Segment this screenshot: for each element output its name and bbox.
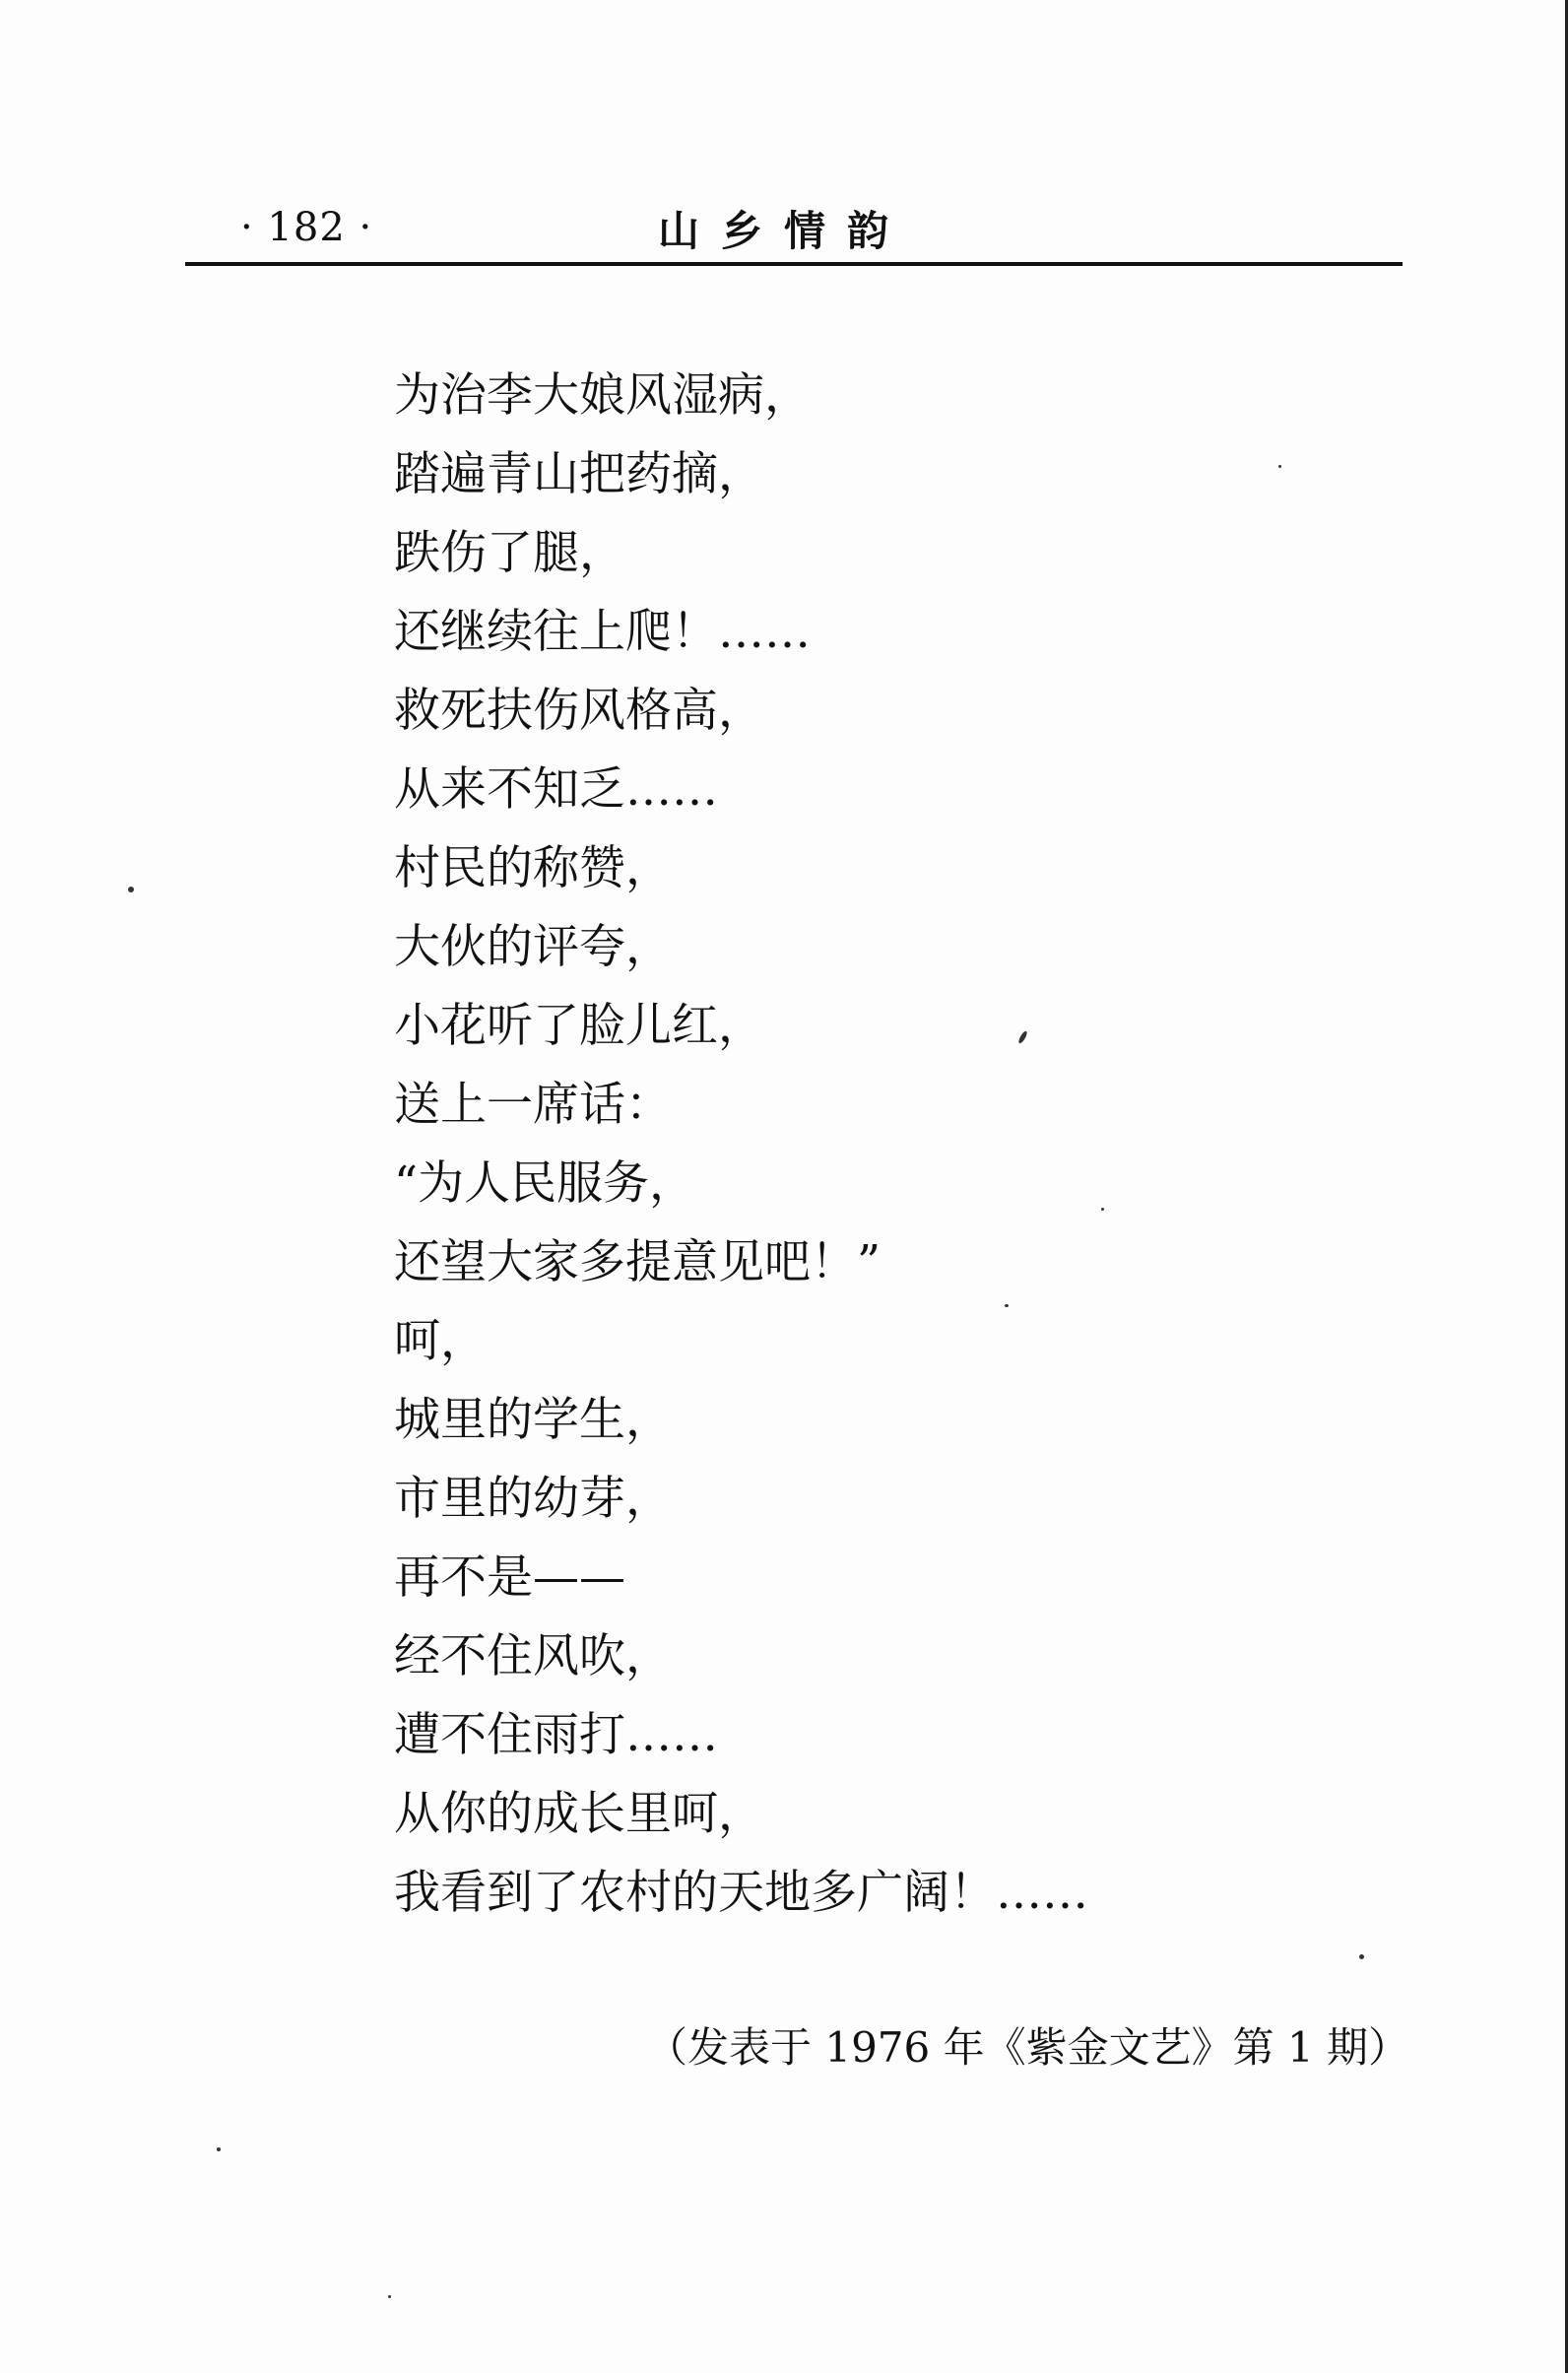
poem-line: 遭不住雨打…… [394,1708,718,1762]
page-number: · 182 · [240,205,373,250]
poem-line: 救死扶伤风格高， [394,684,764,738]
scan-speck [217,2147,221,2151]
poem-line: “为人民服务， [394,1156,696,1211]
scan-speck [1101,1208,1104,1211]
poem-line: 为治李大娘风湿病， [394,368,811,423]
poem-line: 村民的称赞， [394,841,672,895]
poem-line: 还继续往上爬！…… [394,605,811,659]
poem-line: 城里的学生， [394,1393,672,1447]
poem-line: 从你的成长里呵， [394,1787,764,1841]
publication-note: （发表于 1976 年《紫金文艺》第 1 期） [646,2023,1410,2072]
poem-line: 送上一席话： [394,1078,672,1132]
scan-speck [1278,465,1281,468]
poem-line: 经不住风吹， [394,1629,672,1683]
poem-line: 从来不知乏…… [394,762,718,817]
poem-line: 大伙的评夸， [394,920,672,974]
scan-speck [388,2295,391,2298]
poem-line: 呵， [394,1314,487,1368]
poem-line: 跌伤了腿， [394,526,625,580]
poem-line: 还望大家多提意见吧！” [394,1235,882,1289]
poem-line: 踏遍青山把药摘， [394,447,764,501]
poem-line: 小花听了脸儿红， [394,999,764,1053]
scan-speck [1359,1954,1364,1959]
poem-line: 我看到了农村的天地多广阔！…… [394,1866,1088,1920]
scan-speck [1005,1304,1009,1307]
page-header [185,197,1403,264]
poem-line: 再不是—— [394,1550,625,1605]
poem-body [394,357,1088,1933]
header-rule [185,262,1403,266]
running-title: 山乡情韵 [658,207,911,255]
poem-line: 市里的幼芽， [394,1472,672,1526]
scan-speck [128,887,134,892]
